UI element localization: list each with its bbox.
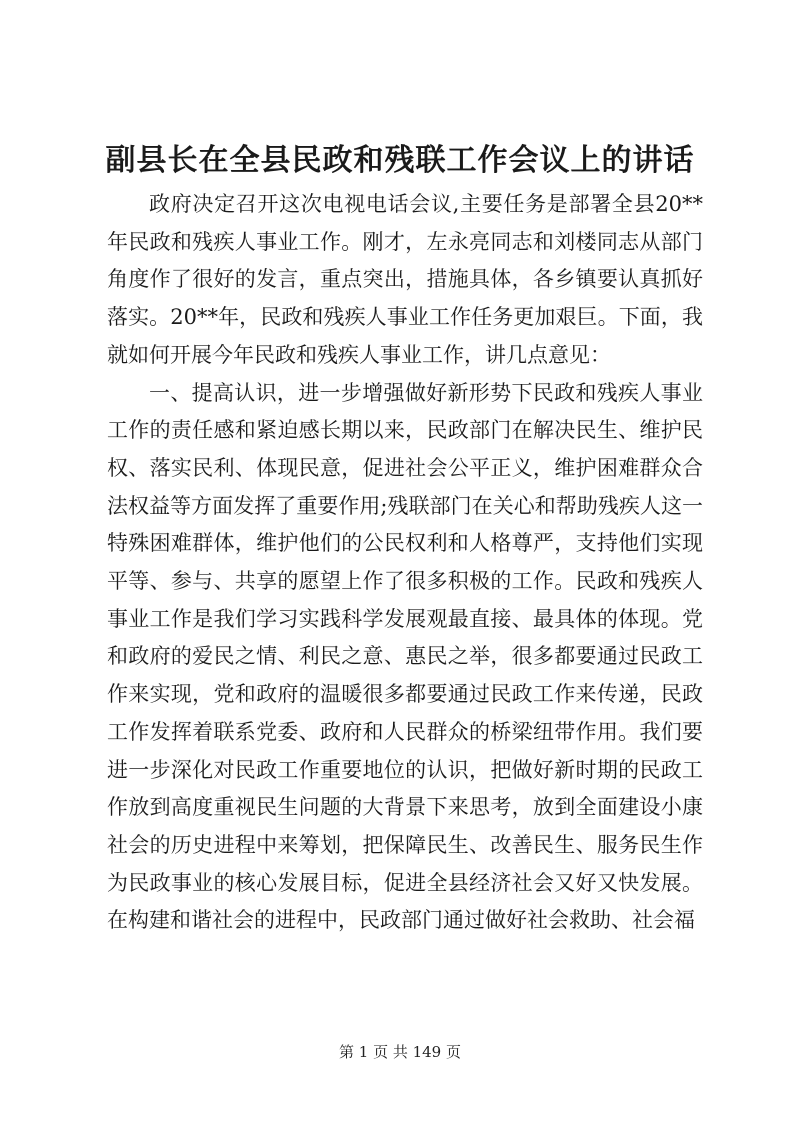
document-title: 副县长在全县民政和残联工作会议上的讲话 xyxy=(105,143,695,178)
page-number-footer: 第 1 页 共 149 页 xyxy=(338,1043,461,1061)
paragraph-section-one: 一、提高认识，进一步增强做好新形势下民政和残疾人事业工作的责任感和紧迫感长期以来，民政部门在解决民生、维护民权、落实民利、体现民意，促进社会公平正义，维护困难群众合法权益等方面发挥了重要作用;残联部门在关心和帮助残疾人这一特殊困难群体，维护他们的公民权利和人格尊严，支持他们实现平等、参与、共享的愿望上作了很多积极的工作。民政和残疾人事业工作是我们学习实践科学发展观最直接、最具体的体现。党和政府的爱民之情、利民之意、惠民之举，很多都要通过民政工作来实现，党和政府的温暖很多都要通过民政工作来传递，民政工作发挥着联系党委、政府和人民群众的桥梁纽带作用。我们要进一步深化对民政工作重要地位的认识，把做好新时期的民政工作放到高度重视民生问题的大背景下来思考，放到全面建设小康社会的历史进程中来筹划，把保障民生、改善民生、服务民生作为民政事业的核心发展目标，促进全县经济社会又好又快发展。在构建和谐社会的进程中，民政部门通过做好社会救助、社会福 xyxy=(107,380,703,933)
document-body xyxy=(107,186,703,940)
paragraph-intro: 政府决定召开这次电视电话会议,主要任务是部署全县20**年民政和残疾人事业工作。刚才，左永亮同志和刘楼同志从部门角度作了很好的发言，重点突出，措施具体，各乡镇要认真抓好落实。20**年，民政和残疾人事业工作任务更加艰巨。下面，我就如何开展今年民政和残疾人事业工作，讲几点意见： xyxy=(107,192,703,367)
